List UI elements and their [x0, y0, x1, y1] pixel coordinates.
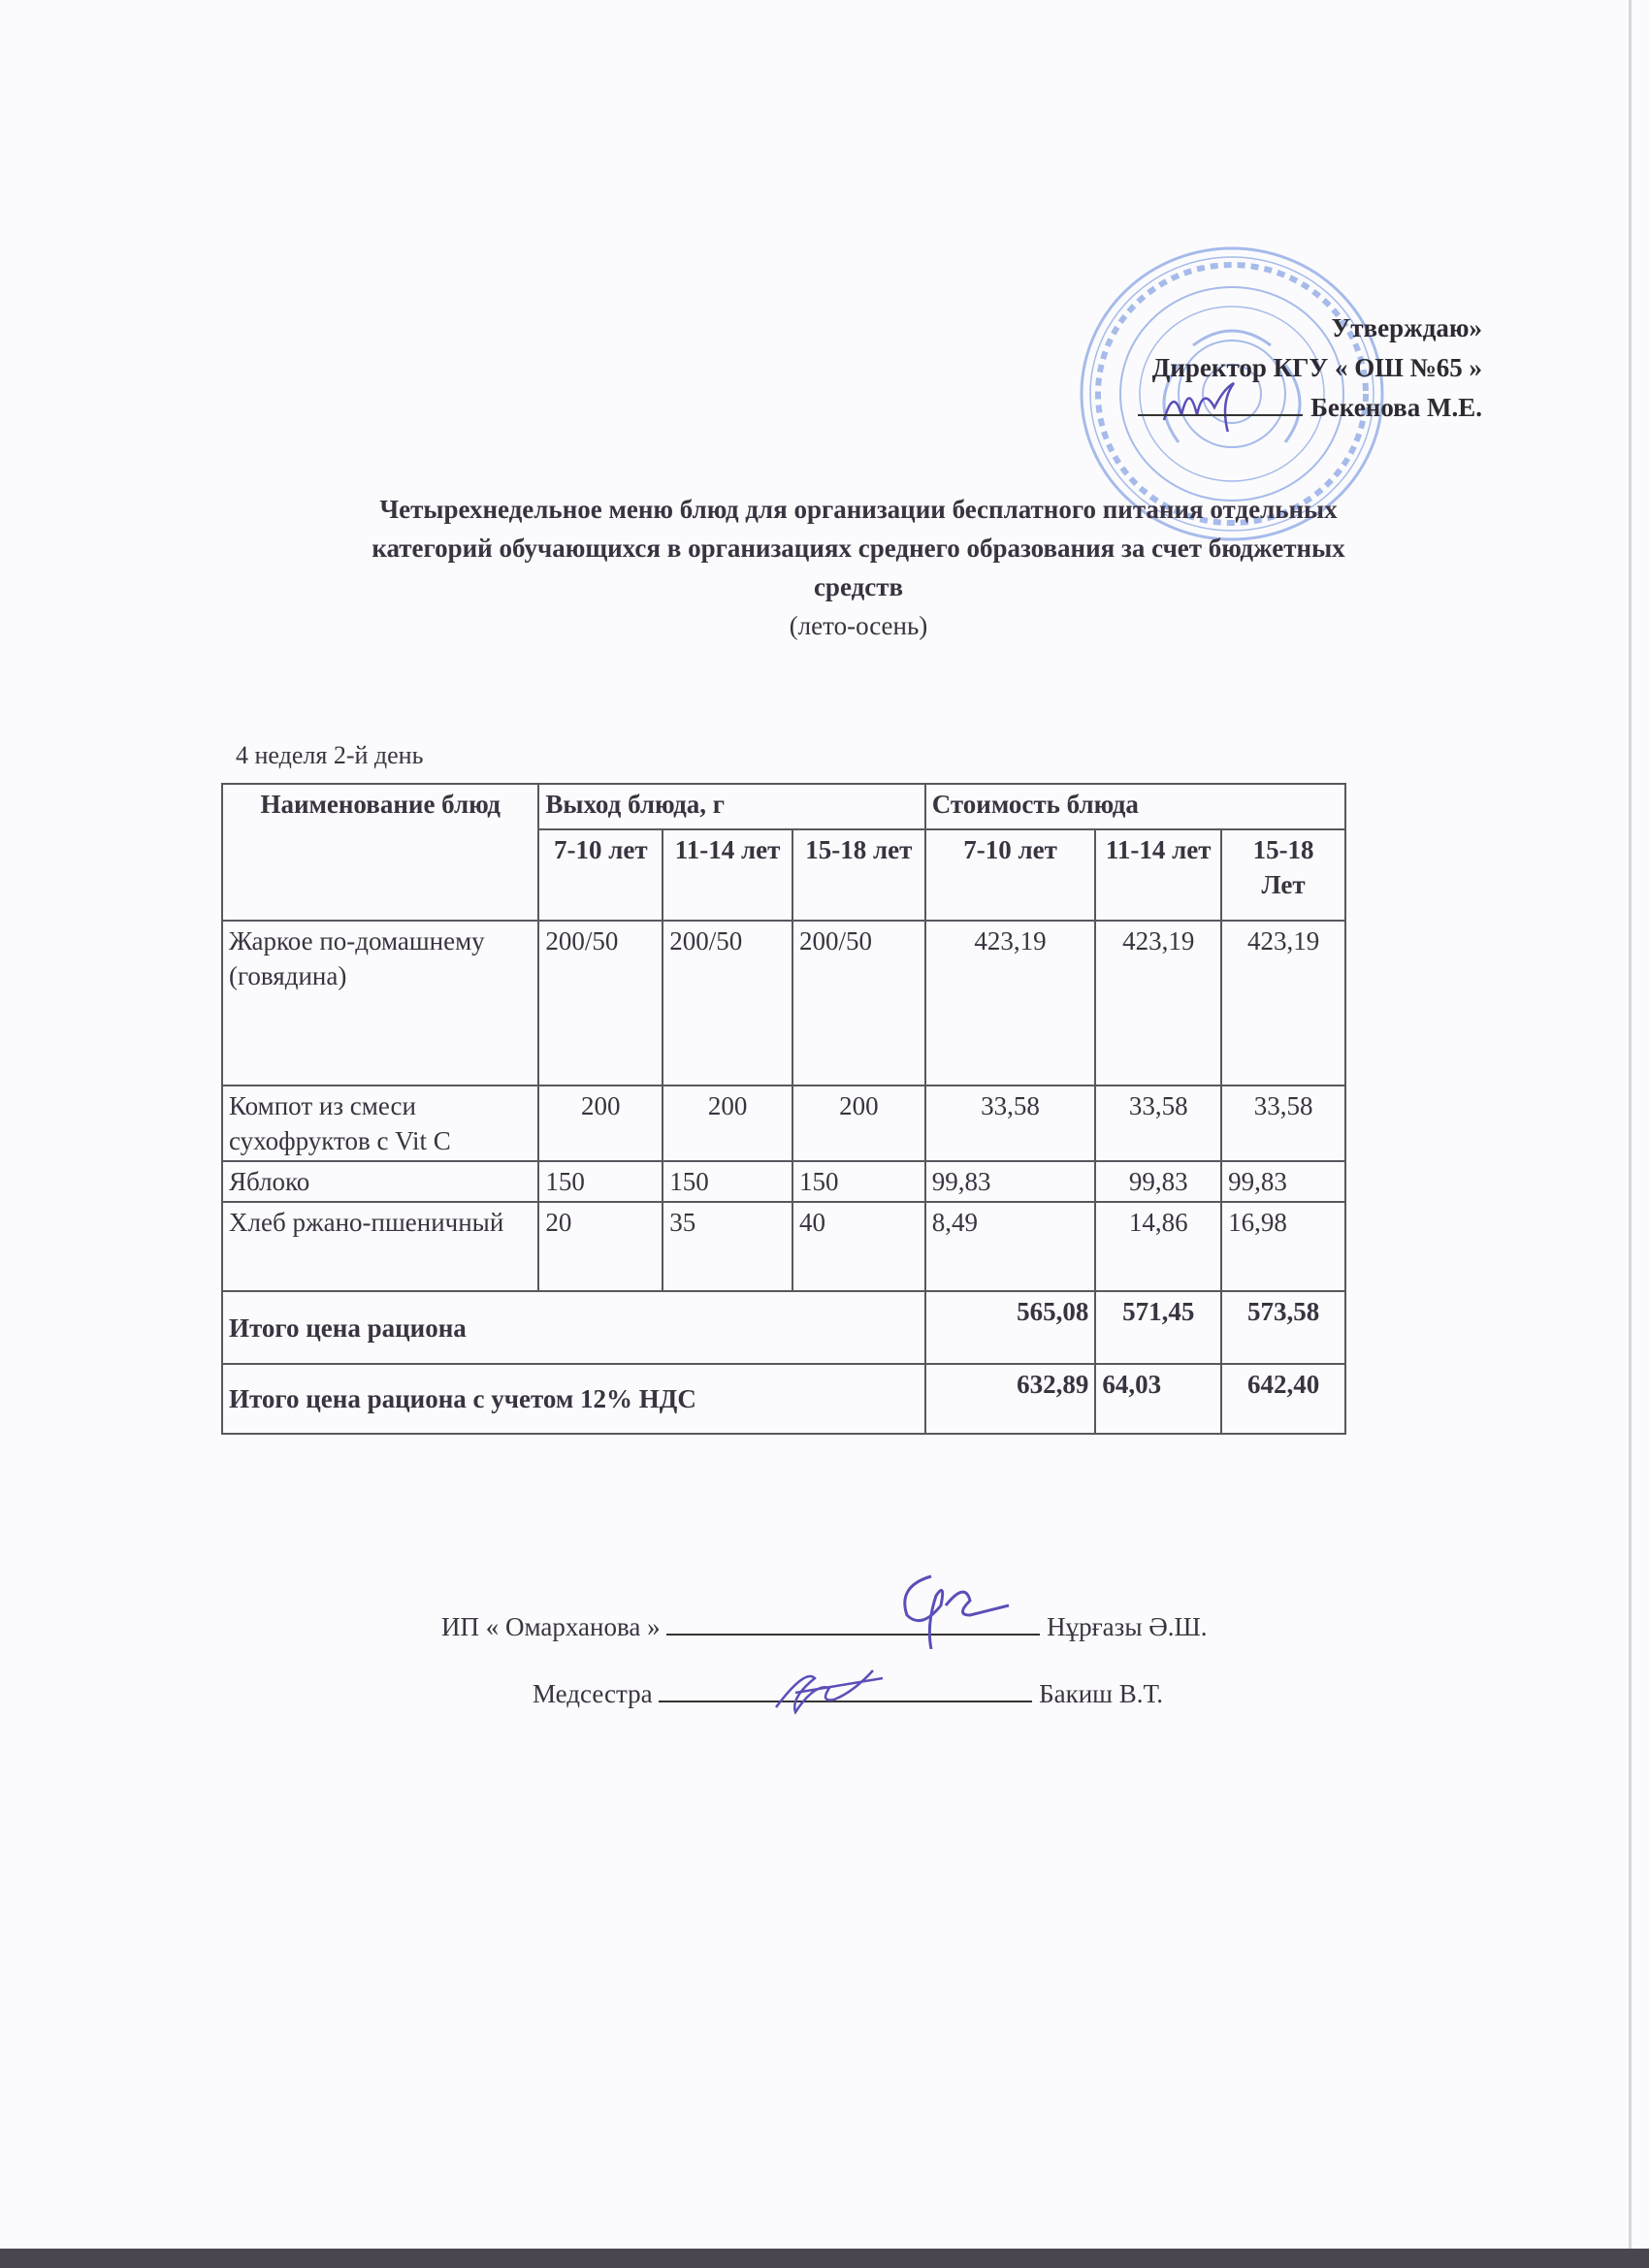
header-cost-age: 15-18 Лет — [1221, 829, 1345, 921]
supplier-signature — [892, 1567, 1018, 1649]
dish-yield: 200 — [792, 1085, 925, 1161]
table-row — [222, 1202, 1345, 1291]
title-line-1: Четырехнедельное меню блюд для организации бесплатного питания отдельных — [379, 495, 1338, 524]
dish-yield: 35 — [663, 1202, 792, 1291]
dish-name: Яблоко — [222, 1161, 538, 1202]
dish-yield: 200/50 — [538, 921, 663, 1085]
total-value: 571,45 — [1095, 1291, 1221, 1364]
dish-yield: 20 — [538, 1202, 663, 1291]
dish-cost: 423,19 — [1221, 921, 1345, 1085]
menu-table — [221, 783, 1346, 1435]
approval-block — [1138, 308, 1482, 428]
dish-cost: 99,83 — [1221, 1161, 1345, 1202]
dish-cost: 16,98 — [1221, 1202, 1345, 1291]
dish-cost: 33,58 — [1221, 1085, 1345, 1161]
table-row — [222, 1085, 1345, 1161]
dish-name: Хлеб ржано-пшеничный — [222, 1202, 538, 1291]
dish-cost: 33,58 — [1095, 1085, 1221, 1161]
header-yield: Выход блюда, г — [538, 784, 924, 829]
dish-cost: 14,86 — [1095, 1202, 1221, 1291]
dish-name: Компот из смеси сухофруктов с Vit C — [222, 1085, 538, 1161]
total-vat-label: Итого цена рациона с учетом 12% НДС — [222, 1364, 925, 1434]
dish-yield: 150 — [663, 1161, 792, 1202]
dish-yield: 200 — [538, 1085, 663, 1161]
title-line-3: средств — [813, 572, 904, 601]
supplier-name: Нұрғазы Ә.Ш. — [1047, 1612, 1208, 1641]
dish-cost: 33,58 — [925, 1085, 1096, 1161]
dish-yield: 200/50 — [792, 921, 925, 1085]
dish-yield: 200/50 — [663, 921, 792, 1085]
dish-cost: 8,49 — [925, 1202, 1096, 1291]
director-signature-line — [1138, 414, 1303, 416]
dish-cost: 423,19 — [1095, 921, 1221, 1085]
header-cost-age: 7-10 лет — [925, 829, 1096, 921]
document-title — [233, 490, 1484, 645]
dish-yield: 150 — [792, 1161, 925, 1202]
dish-yield: 200 — [663, 1085, 792, 1161]
dish-name: Жаркое по-домашнему (говядина) — [222, 921, 538, 1085]
director-name: Бекенова М.Е. — [1310, 393, 1482, 422]
approval-line-1: Утверждаю» — [1331, 313, 1482, 342]
approval-line-2: Директор КГУ « ОШ №65 » — [1151, 353, 1482, 382]
header-yield-age: 11-14 лет — [663, 829, 792, 921]
total-value: 565,08 — [925, 1291, 1096, 1364]
total-row — [222, 1291, 1345, 1364]
total-vat-value: 64,03 — [1095, 1364, 1221, 1434]
header-cost-age: 11-14 лет — [1095, 829, 1221, 921]
total-value: 573,58 — [1221, 1291, 1345, 1364]
header-cost: Стоимость блюда — [925, 784, 1345, 829]
table-row — [222, 921, 1345, 1085]
title-line-2: категорий обучающихся в организациях среднего образования за счет бюджетных — [372, 534, 1345, 563]
total-vat-row — [222, 1364, 1345, 1434]
nurse-signature — [766, 1664, 902, 1722]
dish-yield: 150 — [538, 1161, 663, 1202]
scan-edge-bottom — [0, 2249, 1649, 2268]
total-vat-value: 632,89 — [925, 1364, 1096, 1434]
dish-yield: 40 — [792, 1202, 925, 1291]
nurse-name: Бакиш В.Т. — [1039, 1679, 1163, 1708]
supplier-signature-line — [441, 1612, 1207, 1642]
total-vat-value: 642,40 — [1221, 1364, 1345, 1434]
dish-cost: 99,83 — [1095, 1161, 1221, 1202]
header-yield-age: 15-18 лет — [792, 829, 925, 921]
week-day-label: 4 неделя 2-й день — [236, 741, 424, 769]
title-season: (лето-осень) — [789, 611, 928, 640]
nurse-label: Медсестра — [533, 1679, 653, 1708]
header-yield-age: 7-10 лет — [538, 829, 663, 921]
approval-line-3 — [1138, 388, 1482, 428]
supplier-label: ИП « Омарханова » — [441, 1612, 661, 1641]
table-row — [222, 1161, 1345, 1202]
header-dish-name: Наименование блюд — [222, 784, 538, 921]
total-label: Итого цена рациона — [222, 1291, 925, 1364]
scan-edge-right — [1629, 0, 1632, 2249]
dish-cost: 423,19 — [925, 921, 1096, 1085]
dish-cost: 99,83 — [925, 1161, 1096, 1202]
